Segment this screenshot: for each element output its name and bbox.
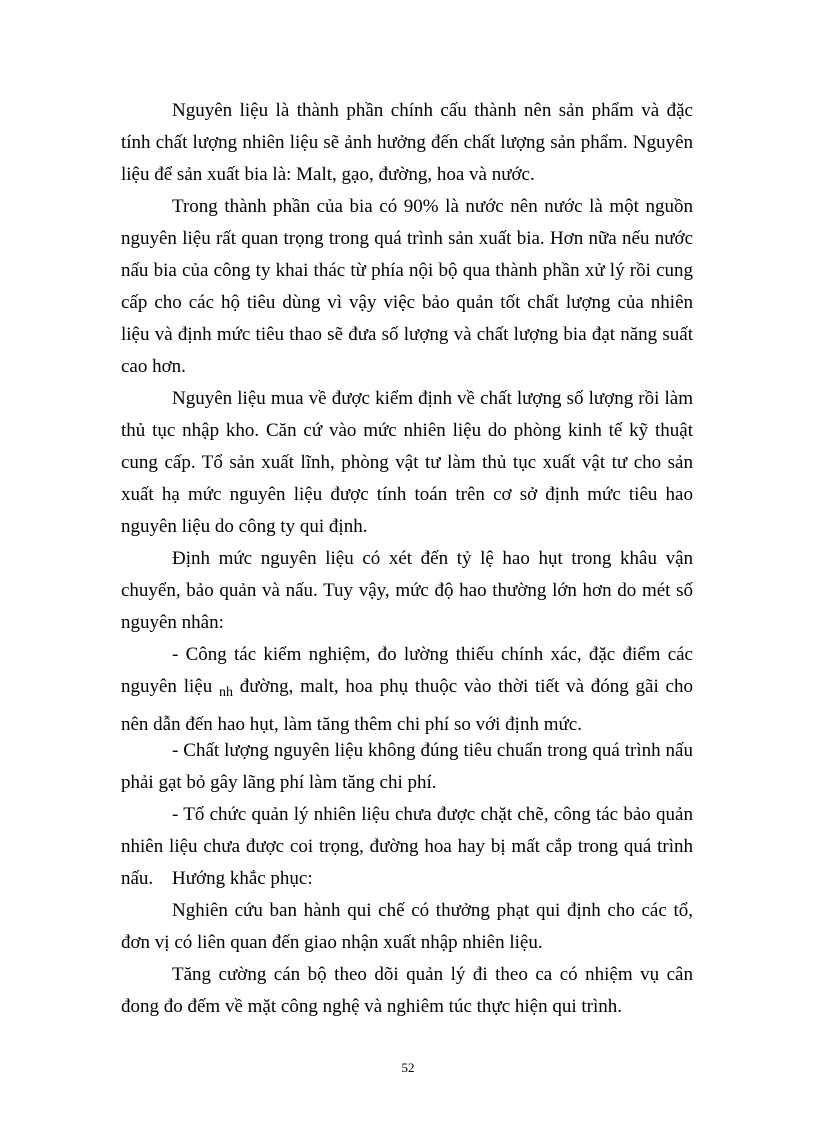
page-number: 52 <box>401 1060 415 1075</box>
bullet-quality: - Chất lượng nguyên liệu không đúng tiêu chuẩn trong quá trình nấu phải gạt bỏ gây lãng phí làm tăng chi phí. <box>121 740 693 793</box>
paragraph-inspection: Nguyên liệu mua về được kiểm định về chất lượng số lượng rồi làm thủ tục nhập kho. Căn cứ vào mức nhiên liệu do phòng kinh tế kỹ thuật cung cấp. Tổ sản xuất lĩnh, phòng vật tư làm thủ tục xuất vật tư cho sản xuất hạ mức nguyên liệu được tính toán trên cơ sở định mức tiêu hao nguyên liệu do công ty qui định. <box>121 388 693 537</box>
bullet-measurement <box>121 639 693 741</box>
paragraph-staffing: Tăng cường cán bộ theo dõi quản lý đi theo ca có nhiệm vụ cân đong đo đếm về mặt công nghệ và nghiêm túc thực hiện qui trình. <box>121 964 693 1017</box>
paragraph-materials-intro: Nguyên liệu là thành phần chính cấu thành nên sản phẩm và đặc tính chất lượng nhiên liệu sẽ ảnh hưởng đến chất lượng sản phẩm. Nguyên liệu để sản xuất bia là: Malt, gạo, đường, hoa và nước. <box>121 100 693 185</box>
bullet-measurement-text: - Công tác kiểm nghiệm, đo lường thiếu chính xác, đặc điểm các nguyên liệu <box>121 644 693 697</box>
paragraph-water: Trong thành phần của bia có 90% là nước nên nước là một nguồn nguyên liệu rất quan trọng trong quá trình sản xuất bia. Hơn nữa nếu nước nấu bia của công ty khai thác từ phía nội bộ qua thành phần xử lý rồi cung cấp cho các hộ tiêu dùng vì vậy việc bảo quản tốt chất lượng của nhiên liệu và định mức tiêu thao sẽ đưa số lượng và chất lượng bia đạt năng suất cao hơn. <box>121 196 693 377</box>
bullet-measurement-subscript: nh <box>218 685 233 700</box>
bullet-measurement-text-rest: đường, malt, hoa phụ thuộc vào thời tiết và đóng gãi cho nên dẫn đến hao hụt, làm tăng thêm chi phí so với định mức. <box>121 676 693 735</box>
paragraph-norms: Định mức nguyên liệu có xét đến tỷ lệ hao hụt trong khâu vận chuyển, bảo quản và nấu. Tuy vậy, mức độ hao thường lớn hơn do mét số nguyên nhân: <box>121 548 693 633</box>
paragraph-regulation: Nghiên cứu ban hành qui chế có thưởng phạt qui định cho các tổ, đơn vị có liên quan đến giao nhận xuất nhập nhiên liệu. <box>121 900 693 953</box>
bullet-management: - Tổ chức quản lý nhiên liệu chưa được chặt chẽ, công tác bảo quản nhiên liệu chưa được coi trọng, đường hoa hay bị mất cắp trong quá trình nấu. <box>121 804 693 889</box>
heading-remedy: Hướng khắc phục: <box>172 868 313 889</box>
